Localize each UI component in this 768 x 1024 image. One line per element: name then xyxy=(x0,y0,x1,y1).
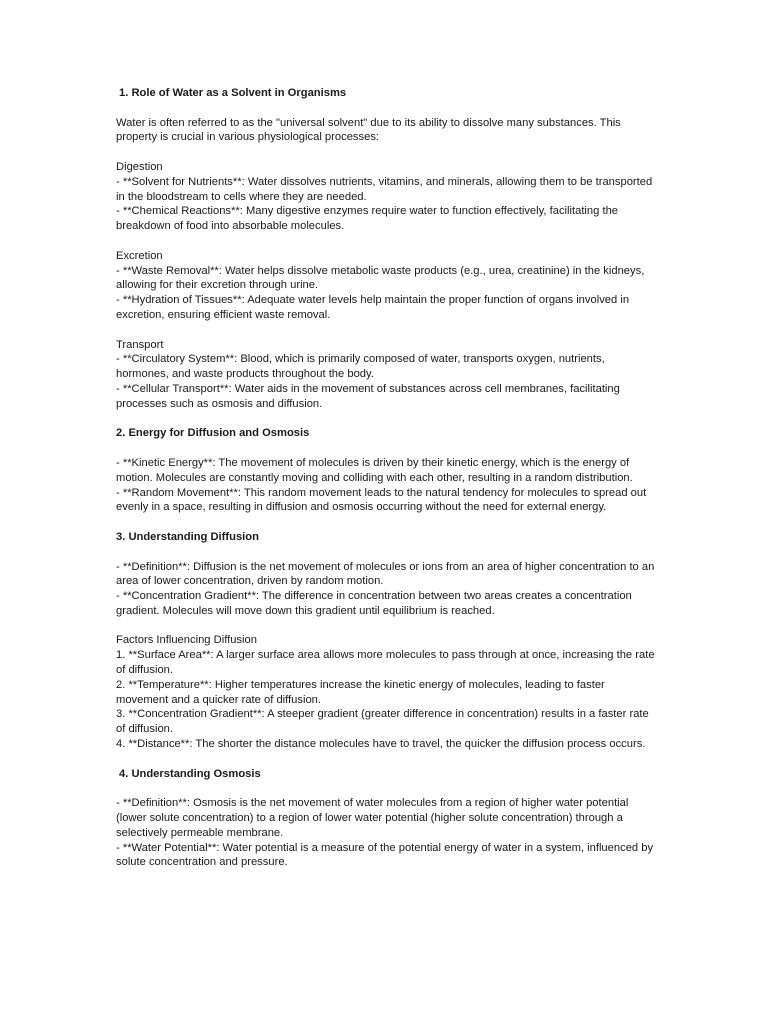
transport-title: Transport xyxy=(116,338,164,351)
spacer xyxy=(116,234,656,249)
factor-item: 4. **Distance**: The shorter the distance molecules have to travel, the quicker the diffusion process occurs. xyxy=(116,738,646,751)
spacer xyxy=(116,545,656,560)
factors-title: Factors Influencing Diffusion xyxy=(116,634,257,647)
factor-item: 2. **Temperature**: Higher temperatures increase the kinetic energy of molecules, leading to faster movement and a quicker rate of diffusion. xyxy=(116,678,605,706)
spacer xyxy=(116,323,656,338)
section-4-item: - **Definition**: Osmosis is the net movement of water molecules from a region of higher water potential (lower solute concentration) to a region of lower water potential (higher solute concentration) through a selectively permeable membrane. xyxy=(116,797,629,839)
digestion-item: - **Chemical Reactions**: Many digestive enzymes require water to function effectively, facilitating the breakdown of food into absorbable molecules. xyxy=(116,205,619,233)
spacer xyxy=(116,145,656,160)
spacer xyxy=(116,441,656,456)
transport-item: - **Cellular Transport**: Water aids in the movement of substances across cell membranes, facilitating processes such as osmosis and diffusion. xyxy=(116,382,620,410)
transport-item: - **Circulatory System**: Blood, which is primarily composed of water, transports oxygen, nutrients, hormones, and waste products throughout the body. xyxy=(116,353,605,381)
spacer xyxy=(116,101,656,116)
section-2-item: - **Random Movement**: This random movement leads to the natural tendency for molecules to spread out evenly in a space, resulting in diffusion and osmosis occurring without the need for external energy. xyxy=(116,486,647,514)
excretion-title: Excretion xyxy=(116,249,163,262)
spacer xyxy=(116,752,656,767)
factor-item: 3. **Concentration Gradient**: A steeper gradient (greater difference in concentration) results in a faster rate of diffusion. xyxy=(116,708,649,736)
spacer xyxy=(116,619,656,634)
spacer xyxy=(116,412,656,427)
section-2-item: - **Kinetic Energy**: The movement of molecules is driven by their kinetic energy, which is the energy of motion. Molecules are constantly moving and colliding with each other, resulting in a random distribution. xyxy=(116,456,633,484)
spacer xyxy=(116,515,656,530)
section-1-heading: 1. Role of Water as a Solvent in Organisms xyxy=(119,87,347,99)
section-3-heading: 3. Understanding Diffusion xyxy=(116,530,259,543)
document-page xyxy=(116,86,656,870)
section-2-heading: 2. Energy for Diffusion and Osmosis xyxy=(116,427,310,440)
spacer xyxy=(116,781,656,796)
excretion-item: - **Hydration of Tissues**: Adequate water levels help maintain the proper function of organs involved in excretion, ensuring efficient waste removal. xyxy=(116,294,630,321)
digestion-item: - **Solvent for Nutrients**: Water dissolves nutrients, vitamins, and minerals, allowing them to be transported in the bloodstream to cells where they are needed. xyxy=(116,175,653,203)
excretion-item: - **Waste Removal**: Water helps dissolve metabolic waste products (e.g., urea, creatinine) in the kidneys, allowing for their excretion through urine. xyxy=(116,264,645,292)
section-1-intro: Water is often referred to as the "universal solvent" due to its ability to dissolve many substances. This property is crucial in various physiological processes: xyxy=(116,116,621,144)
factor-item: 1. **Surface Area**: A larger surface area allows more molecules to pass through at once, increasing the rate of diffusion. xyxy=(116,649,655,677)
digestion-title: Digestion xyxy=(116,160,163,173)
section-3-item: - **Concentration Gradient**: The difference in concentration between two areas creates a concentration gradient. Molecules will move down this gradient until equilibrium is reached. xyxy=(116,590,632,617)
section-3-item: - **Definition**: Diffusion is the net movement of molecules or ions from an area of higher concentration to an area of lower concentration, driven by random motion. xyxy=(116,560,655,588)
section-4-heading: 4. Understanding Osmosis xyxy=(119,767,261,780)
section-4-item: - **Water Potential**: Water potential is a measure of the potential energy of water in a system, influenced by solute concentration and pressure. xyxy=(116,841,654,869)
